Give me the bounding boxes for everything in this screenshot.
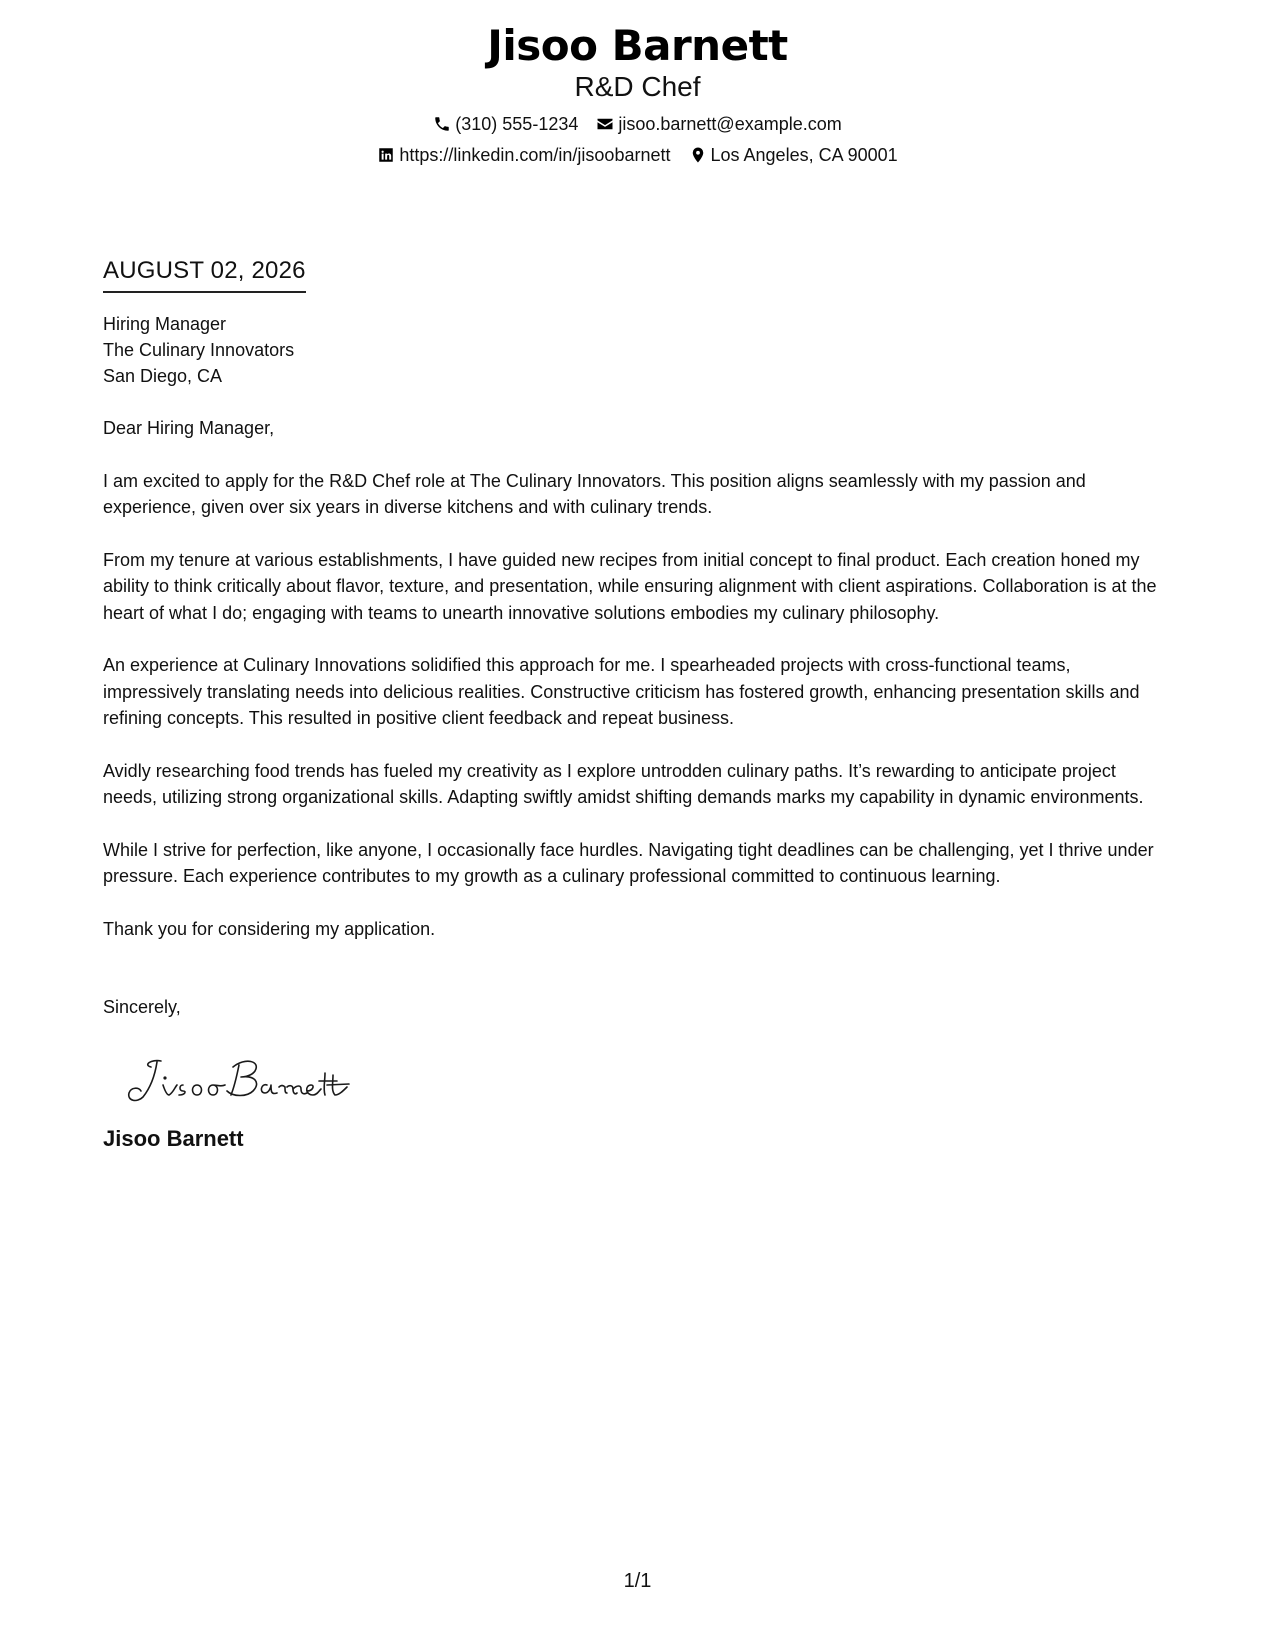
letter-greeting: Dear Hiring Manager, xyxy=(103,418,275,438)
letter-date: AUGUST 02, 2026 xyxy=(103,255,306,293)
applicant-name: Jisoo Barnett xyxy=(487,21,788,70)
letter-header xyxy=(0,20,1275,167)
contact-linkedin[interactable] xyxy=(377,143,670,167)
recipient-line: Hiring Manager xyxy=(103,314,227,334)
signer-name: Jisoo Barnett xyxy=(103,1125,244,1151)
email-text: jisoo.barnett@example.com xyxy=(618,114,842,134)
recipient-line: San Diego, CA xyxy=(103,366,223,386)
envelope-icon xyxy=(596,115,614,133)
recipient-block xyxy=(103,311,1173,389)
letter-closing: Sincerely, xyxy=(103,997,181,1017)
phone-text: (310) 555-1234 xyxy=(455,114,579,134)
contact-phone[interactable] xyxy=(433,112,578,136)
letter-paragraph: Thank you for considering my application. xyxy=(103,918,436,939)
map-pin-icon xyxy=(689,146,707,164)
applicant-title: R&D Chef xyxy=(574,71,701,102)
letter-paragraph: From my tenure at various establishments, I have guided new recipes from initial concept to final product. Each creation honed my ability to think critically about flavor, texture, and presentation, while ensuring alignment with client aspirations. Collaboration is at the heart of what I do; engaging with teams to unearth innovative solutions embodies my culinary philosophy. xyxy=(103,549,1157,623)
linkedin-icon xyxy=(377,146,395,164)
contact-email[interactable] xyxy=(596,112,841,136)
letter-body xyxy=(103,255,1173,1153)
phone-icon xyxy=(433,115,451,133)
letter-paragraph: I am excited to apply for the R&D Chef role at The Culinary Innovators. This position aligns seamlessly with my passion and experience, given over six years in diverse kitchens and with culinary trends. xyxy=(103,470,1086,517)
linkedin-text: https://linkedin.com/in/jisoobarnett xyxy=(399,145,671,165)
location-text: Los Angeles, CA 90001 xyxy=(710,145,898,165)
signature-image xyxy=(121,1051,1173,1111)
recipient-line: The Culinary Innovators xyxy=(103,340,295,360)
letter-paragraph: While I strive for perfection, like anyone, I occasionally face hurdles. Navigating tight deadlines can be challenging, yet I thrive under pressure. Each experience contributes to my growth as a culinary professional committed to continuous learning. xyxy=(103,839,1154,886)
contact-row-primary xyxy=(0,112,1275,136)
letter-paragraph: An experience at Culinary Innovations solidified this approach for me. I spearheaded projects with cross-functional teams, impressively translating needs into delicious realities. Constructive criticism has fostered growth, enhancing presentation skills and refining concepts. This resulted in positive client feedback and repeat business. xyxy=(103,655,1140,728)
contact-location xyxy=(689,143,898,167)
signature-svg xyxy=(121,1051,351,1111)
page-number: 1/1 xyxy=(623,1570,652,1592)
letter-paragraph: Avidly researching food trends has fueled my creativity as I explore untrodden culinary paths. It’s rewarding to anticipate project needs, utilizing strong organizational skills. Adapting swiftly amidst shifting demands marks my capability in dynamic environments. xyxy=(103,760,1144,807)
contact-row-secondary xyxy=(0,143,1275,167)
